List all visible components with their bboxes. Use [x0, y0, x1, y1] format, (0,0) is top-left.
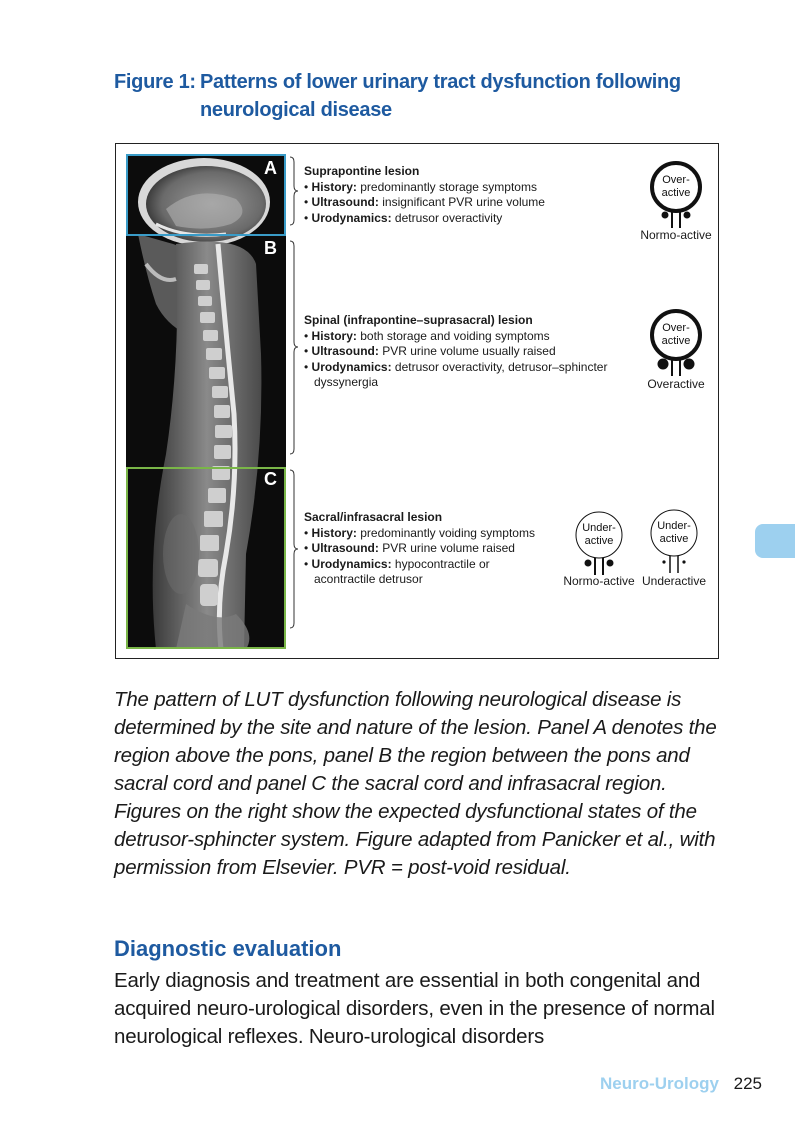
panel-c-ultrasound: • Ultrasound: PVR urine volume raised	[304, 541, 515, 555]
panel-c-text	[304, 510, 535, 588]
diagram-c1-caption: Normo-active	[563, 574, 635, 588]
panel-a-urodynamics: • Urodynamics: detrusor overactivity	[304, 210, 503, 225]
diagram-b-caption: Overactive	[647, 377, 705, 391]
panel-a-ultrasound: • Ultrasound: insignificant PVR urine volume	[304, 195, 545, 209]
panel-b-label: B	[264, 238, 277, 258]
panel-c-heading: Sacral/infrasacral lesion	[304, 510, 443, 524]
diagram-c2-bottom: active	[659, 533, 689, 545]
panel-c-history: • History: predominantly voiding symptoms	[304, 525, 535, 540]
diagram-a-top: Over-	[662, 174, 690, 186]
panel-b-urodynamics: • Urodynamics: detrusor overactivity, detrusor–sphincter	[304, 359, 608, 374]
panel-a-label: A	[264, 158, 277, 178]
panel-b-text	[304, 313, 607, 391]
diagram-a-caption: Normo-active	[640, 228, 712, 242]
page-number: 225	[733, 1074, 762, 1093]
bladder-diagram-a	[636, 154, 716, 229]
diagram-c2-caption: Underactive	[641, 574, 707, 588]
panel-a-heading: Suprapontine lesion	[304, 164, 420, 178]
bladder-diagram-b	[636, 302, 716, 377]
diagram-a-bottom: active	[661, 187, 691, 199]
panel-a-text	[304, 164, 545, 226]
diagram-c2-top: Under-	[657, 520, 691, 532]
panel-a-frame	[126, 154, 286, 236]
brace-b	[288, 240, 298, 455]
diagram-c1-bottom: active	[584, 535, 614, 547]
diagram-c1-top: Under-	[582, 522, 616, 534]
diagram-b-top: Over-	[662, 322, 690, 334]
panel-c-urodynamics: • Urodynamics: hypocontractile or	[304, 556, 490, 571]
figure-title-line2: neurological disease	[200, 99, 392, 121]
panel-a-history: • History: predominantly storage symptoms	[304, 179, 537, 194]
figure-box	[115, 143, 719, 659]
diagram-b-bottom: active	[661, 335, 691, 347]
panel-c-label: C	[264, 469, 277, 489]
panel-c-continuation: acontractile detrusor	[314, 572, 423, 586]
panel-b-continuation: dyssynergia	[314, 375, 379, 389]
section-heading: Diagnostic evaluation	[114, 936, 342, 961]
panel-b-heading: Spinal (infrapontine–suprasacral) lesion	[304, 313, 533, 327]
body-paragraph: Early diagnosis and treatment are essential in both congenital and acquired neuro-urological disorders, even in the presence of normal neurological reflexes. Neuro-urological disorders	[114, 969, 715, 1048]
bladder-diagram-c1	[563, 504, 635, 576]
figure-title	[114, 68, 734, 124]
footer-section-name: Neuro-Urology	[600, 1074, 719, 1093]
figure-caption: The pattern of LUT dysfunction following neurological disease is determined by the site and nature of the lesion. Panel A denotes the region above the pons, panel B the region between the pons and sacral cord and panel C the sacral cord and infrasacral region. Figures on the right show the expected dysfunctional states of the detrusor-sphincter system. Figure adapted from Panicker et al., with permission from Elsevier. PVR = post-void residual.	[114, 688, 717, 879]
panel-c-frame	[126, 467, 286, 649]
brace-a	[288, 156, 298, 226]
spine-mri-image	[126, 154, 286, 649]
chapter-tab	[755, 524, 795, 558]
brace-c	[288, 469, 298, 629]
figure-number: Figure 1:	[114, 71, 196, 93]
bladder-diagram-c2	[638, 502, 710, 574]
panel-b-ultrasound: • Ultrasound: PVR urine volume usually raised	[304, 344, 556, 358]
figure-title-line1: Patterns of lower urinary tract dysfunction following	[200, 71, 681, 93]
panel-b-history: • History: both storage and voiding symptoms	[304, 328, 550, 343]
